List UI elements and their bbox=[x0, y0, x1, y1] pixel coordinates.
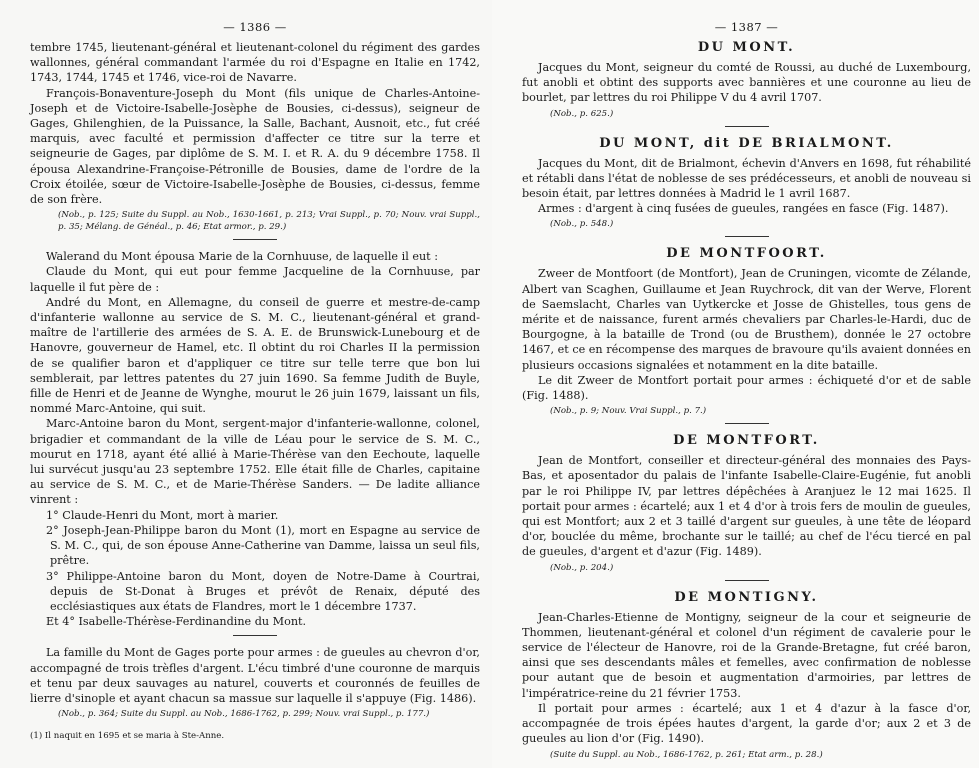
reference-note: (Nob., p. 125; Suite du Suppl. au Nob., 1630-1661, p. 213; Vrai Suppl., p. 70; Nouv. vrai Suppl., p. 35; Mélang. de Généal., p. 46; Etat armor., p. 29.) bbox=[58, 210, 480, 233]
section-heading: DE MONTFORT. bbox=[673, 433, 820, 449]
list-item: Et 4° Isabelle-Thérèse-Ferdinandine du Mont. bbox=[46, 615, 307, 629]
reference-note: (Nob., p. 548.) bbox=[550, 219, 614, 230]
separator-rule bbox=[725, 236, 769, 237]
paragraph: Le dit Zweer de Montfort portait pour armes : échiqueté d'or et de sable (Fig. 1488). bbox=[522, 373, 971, 403]
footnote: (1) Il naquit en 1695 et se maria à Ste-Anne. bbox=[30, 731, 225, 742]
separator-rule bbox=[233, 239, 277, 240]
separator-rule bbox=[725, 126, 769, 127]
paragraph: Zweer de Montfoort (de Montfort), Jean de Cruningen, vicomte de Zélande, Albert van Scaghen, Guillaume et Jean Ruychrock, dit van der Werve, Florent de Saemslacht, Charles van Uytkercke et Josse de Ghistelles, tous gens de mérite et de naissance, furent armés chevaliers par Charles-le-Hardi, duc de Bourgogne, à la bataille de Trond (ou de Brusthem), donnée le 27 octobre 1467, et ce en récompense des marques de bravoure qu'ils avaient données en plusieurs occasions signalées et notamment en la dite bataille. bbox=[522, 267, 971, 372]
separator-rule bbox=[725, 423, 769, 424]
paragraph: Jacques du Mont, dit de Brialmont, échevin d'Anvers en 1698, fut réhabilité et rétabli dans l'état de noblesse de ses prédécesseurs, et anobli de nouveau si besoin était, par lettres données à Madrid le 1 avril 1687. bbox=[522, 156, 971, 201]
right-page bbox=[492, 0, 979, 768]
paragraph: tembre 1745, lieutenant-général et lieutenant-colonel du régiment des gardes wallonnes, général commandant l'armée du roi d'Espagne en Italie en 1742, 1743, 1744, 1745 et 1746, vice-roi de Navarre. bbox=[30, 41, 480, 85]
paragraph: Jean-Charles-Etienne de Montigny, seigneur de la cour et seigneurie de Thommen, lieutenant-général et colonel d'un régiment de cavalerie pour le service de l'électeur de Hanovre, roi de la Grande-Bretagne, fut créé baron, ainsi que ses descendants mâles et femelles, avec confirmation de noblesse pour autant que de besoin et augmentation d'armoiries, par lettres de l'impératrice-reine du 21 février 1753. bbox=[522, 610, 971, 700]
section-heading: DU MONT, dit DE BRIALMONT. bbox=[599, 135, 894, 151]
reference-note: (Suite du Suppl. au Nob., 1686-1762, p. 261; Etat arm., p. 28.) bbox=[550, 749, 823, 760]
list-item: 3° Philippe-Antoine baron du Mont, doyen de Notre-Dame à Courtrai, depuis de St-Donat à Bruges et prévôt de Renaix, député des ecclésiastiques aux états de Flandres, mort le 1 décembre 1737. bbox=[46, 569, 480, 613]
list-item: 1° Claude-Henri du Mont, mort à marier. bbox=[46, 508, 279, 522]
reference-note: (Nob., p. 204.) bbox=[550, 562, 614, 573]
paragraph: Walerand du Mont épousa Marie de la Cornhuuse, de laquelle il eut : bbox=[46, 250, 438, 264]
paragraph: Il portait pour armes : écartelé; aux 1 et 4 d'azur à la fasce d'or, accompagnée de trois épées hautes d'argent, la garde d'or; aux 2 et 3 de gueules au lion d'or (Fig. 1490). bbox=[522, 701, 971, 746]
paragraph: Jean de Montfort, conseiller et directeur-général des monnaies des Pays-Bas, et aposentador du palais de l'infante Isabelle-Claire-Eugénie, fut anobli par le roi Philippe IV, par lettres dépêchées à Aranjuez le 12 mai 1625. Il portait pour armes : écartelé; aux 1 et 4 d'or à trois fers de moulin de gueules, qui est Montfort; aux 2 et 3 taillé d'argent sur gueules, à une tête de léopard d'or, bouclée du même, brochante sur le taillé; au chef de l'écu tiercé en pal de gueules, d'argent et d'azur (Fig. 1489). bbox=[522, 454, 971, 559]
paragraph: Marc-Antoine baron du Mont, sergent-major d'infanterie-wallonne, colonel, brigadier et commandant de la ville de Léau pour le service de S. M. C., mourut en 1718, ayant été allié à Marie-Thérèse van den Eechoute, laquelle lui survécut jusqu'au 23 septembre 1752. Elle était fille de Charles, capitaine au service de S. M. C., et de Marie-Thérèse Sanders. — De ladite alliance vinrent : bbox=[30, 417, 480, 507]
paragraph: François-Bonaventure-Joseph du Mont (fils unique de Charles-Antoine-Joseph et de Victoire-Isabelle-Josèphe de Bousies, ci-dessus), seigneur de Gages, Ghilenghien, de la Puissance, la Salle, Bachant, Ausnoit, etc., fut créé marquis, avec faculté et permission d'affecter ce titre sur la terre et seigneurie de Gages, par diplôme de S. M. I. et R. A. du 9 décembre 1758. Il épousa Alexandrine-Françoise-Pétronille de Bousies, dame de l'ordre de la Croix étoilée, sœur de Victoire-Isabelle-Josèphe de Bousies, ci-dessus, femme de son frère. bbox=[30, 86, 480, 207]
arms-paragraph: La famille du Mont de Gages porte pour armes : de gueules au chevron d'or, accompagné de trois trèfles d'argent. L'écu timbré d'une couronne de marquis et tenu par deux sauvages au naturel, couverts et couronnés de feuilles de lierre d'sinople et ayant chacun sa massue sur laquelle il s'appuye (Fig. 1486). bbox=[30, 646, 480, 705]
section-heading: DE MONTFOORT. bbox=[666, 246, 827, 262]
paragraph: Jacques du Mont, seigneur du comté de Roussi, au duché de Luxembourg, fut anobli et obtint des supports avec bannières et une couronne au lieu de bourlet, par lettres du roi Philippe V du 4 avril 1707. bbox=[522, 61, 971, 105]
paragraph: Armes : d'argent à cinq fusées de gueules, rangées en fasce (Fig. 1487). bbox=[538, 202, 949, 216]
page-number-right: — 1387 — bbox=[714, 20, 779, 34]
separator-rule bbox=[725, 580, 769, 581]
reference-note: (Nob., p. 364; Suite du Suppl. au Nob., 1686-1762, p. 299; Nouv. vrai Suppl., p. 177.) bbox=[58, 709, 430, 720]
list-item: 2° Joseph-Jean-Philippe baron du Mont (1), mort en Espagne au service de S. M. C., qui, de son épouse Anne-Catherine van Damme, laissa un seul fils, prêtre. bbox=[46, 523, 480, 568]
reference-note: (Nob., p. 625.) bbox=[550, 108, 614, 119]
paragraph: Claude du Mont, qui eut pour femme Jacqueline de la Cornhuuse, par laquelle il fut père de : bbox=[30, 265, 480, 294]
paragraph: André du Mont, en Allemagne, du conseil de guerre et mestre-de-camp d'infanterie wallonne au service de S. M. C., lieutenant-général et grand-maître de l'artillerie des armées de S. A. E. de Brunswick-Lunebourg et de Hanovre, gouverneur de Hamel, etc. Il obtint du roi Charles II la permission de se qualifier baron et d'appliquer ce titre sur telle terre que bon lui semblerait, par lettres patentes du 27 juin 1690. Sa femme Judith de Buyle, fille de Henri et de Jeanne de Wynghe, mourut le 26 juin 1679, laissant un fils, nommé Marc-Antoine, qui suit. bbox=[30, 295, 480, 416]
page-number-left: — 1386 — bbox=[223, 20, 287, 34]
section-heading: DE MONTIGNY. bbox=[674, 589, 819, 605]
reference-note: (Nob., p. 9; Nouv. Vrai Suppl., p. 7.) bbox=[550, 406, 707, 417]
section-heading: DU MONT. bbox=[697, 40, 796, 55]
separator-rule bbox=[233, 635, 277, 636]
